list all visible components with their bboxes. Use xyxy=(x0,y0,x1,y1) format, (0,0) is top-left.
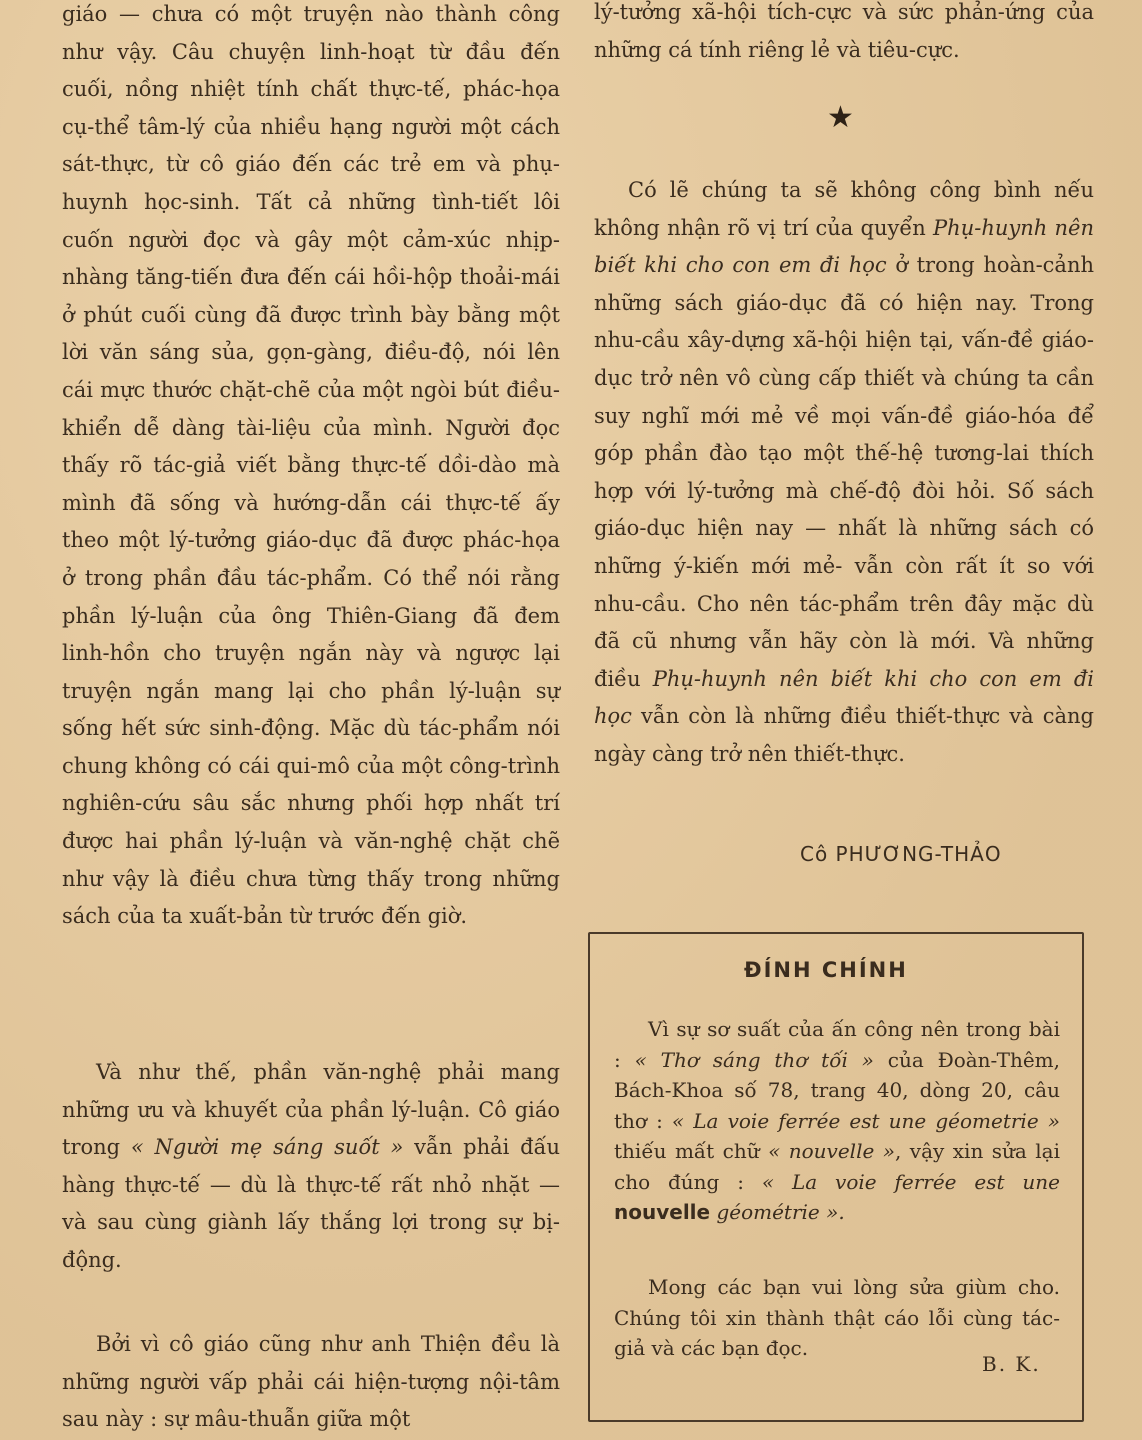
correction-right-verse-a: « La voie ferrée est une xyxy=(761,1169,1060,1194)
left-paragraph-2 xyxy=(62,1054,560,1280)
correction-missing-word: « nouvelle » xyxy=(768,1139,895,1163)
correction-text-a: Vì sự sơ suất của ấn công nên trong bài : xyxy=(614,1017,1060,1072)
right-paragraph-2-text-b: ở trong hoàn-cảnh những sách giáo-dục đã có hiện nay. Trong nhu-cầu xây-dựng xã-hội hiện tại, vấn-đề giáo-dục trở nên vô cùng cấp thiết và chúng ta cần suy nghĩ mới mẻ về mọi vấn-đề giáo-hóa để góp phần đào tạo một thế-hệ tương-lai thích hợp với lý-tưởng mà chế-độ đòi hỏi. Số sách giáo-dục hiện nay — nhất là những sách có những ý-kiến mới mẻ- vẫn còn rất ít so với nhu-cầu. Cho nên tác-phẩm trên đây mặc dù đã cũ nhưng vẫn hãy còn là mới. Và những điều xyxy=(594,253,1094,691)
correction-text xyxy=(614,1014,1060,1228)
left-paragraph-2-text-a: Và như thế, phần văn-nghệ phải mang những ưu và khuyết của phần lý-luận. Cô giáo trong xyxy=(62,1060,560,1160)
author-signature: Cô PHƯƠNG-THẢO xyxy=(800,842,1002,866)
correction-signature: B. K. xyxy=(982,1352,1041,1376)
left-paragraph-3: Bởi vì cô giáo cũng như anh Thiện đều là những người vấp phải cái hiện-tượng nội-tâm sau này : sự mâu-thuẫn giữa một xyxy=(62,1332,560,1432)
correction-wrong-verse: « La voie ferrée est une géometrie » xyxy=(671,1108,1060,1133)
right-paragraph-2-title-1: Phụ-huynh nên biết khi cho con em đi học xyxy=(594,215,1094,278)
left-paragraph-2-text-b: vẫn phải đấu hàng thực-tế — dù là thực-tế rất nhỏ nhặt — và sau cùng giành lấy thắng lợi trong sự bị-động. xyxy=(62,1135,560,1272)
left-paragraph-1: giáo — chưa có một truyện nào thành công như vậy. Câu chuyện linh-hoạt từ đầu đến cuối, nồng nhiệt tính chất thực-tế, phác-họa cụ-thể tâm-lý của nhiều hạng người một cách sát-thực, từ cô giáo đến các trẻ em và phụ-huynh học-sinh. Tất cả những tình-tiết lôi cuốn người đọc và gây một cảm-xúc nhịp-nhàng tăng-tiến đưa đến cái hồi-hộp thoải-mái ở phút cuối cùng đã được trình bày bằng một lời văn sáng sủa, gọn-gàng, điều-độ, nói lên cái mực thước chặt-chẽ của một ngòi bút điều-khiển dễ dàng tài-liệu của mình. Người đọc thấy rõ tác-giả viết bằng thực-tế dồi-dào mà mình đã sống và hướng-dẫn cái thực-tế ấy theo một lý-tưởng giáo-dục đã được phác-họa ở trong phần đầu tác-phẩm. Có thể nói rằng phần lý-luận của ông Thiên-Giang đã đem linh-hồn cho truyện ngắn này và ngược lại truyện ngắn mang lại cho phần lý-luận sự sống hết sức sinh-động. Mặc dù tác-phẩm nói chung không có cái qui-mô của một công-trình nghiên-cứu sâu sắc nhưng phối hợp nhất trí được hai phần lý-luận và văn-nghệ chặt chẽ như vậy là điều chưa từng thấy trong những sách của ta xuất-bản từ trước đến giờ. xyxy=(62,2,560,929)
correction-text-d: , vậy xin sửa lại cho đúng : xyxy=(614,1139,1060,1194)
correction-poem-title: « Thơ sáng thơ tối » xyxy=(634,1047,874,1072)
right-paragraph-2-title-2: Phụ-huynh nên biết khi cho con em đi học xyxy=(594,666,1094,729)
right-paragraph-1: lý-tưởng xã-hội tích-cực và sức phản-ứng của những cá tính riêng lẻ và tiêu-cực. xyxy=(594,0,1094,62)
star-separator-icon: ★ xyxy=(827,100,854,135)
right-paragraph-2-text-a: Có lẽ chúng ta sẽ không công bình nếu không nhận rõ vị trí của quyển xyxy=(594,178,1094,240)
correction-apology: Mong các bạn vui lòng sửa giùm cho. Chúng tôi xin thành thật cáo lỗi cùng tác-giả và các bạn đọc. xyxy=(614,1275,1060,1360)
correction-box xyxy=(588,932,1084,1422)
left-paragraph-2-title: « Người mẹ sáng suốt » xyxy=(130,1135,404,1160)
correction-right-verse-b: géométrie ». xyxy=(710,1200,845,1224)
correction-text-c: thiếu mất chữ xyxy=(614,1139,769,1163)
right-paragraph-2 xyxy=(594,172,1094,774)
correction-right-verse-bold: nouvelle xyxy=(614,1200,711,1224)
correction-text-b: của Đoàn-Thêm, Bách-Khoa số 78, trang 40, dòng 20, câu thơ : xyxy=(614,1047,1060,1133)
correction-title: ĐÍNH CHÍNH xyxy=(744,958,908,982)
right-paragraph-2-text-c: vẫn còn là những điều thiết-thực và càng ngày càng trở nên thiết-thực. xyxy=(594,704,1094,766)
